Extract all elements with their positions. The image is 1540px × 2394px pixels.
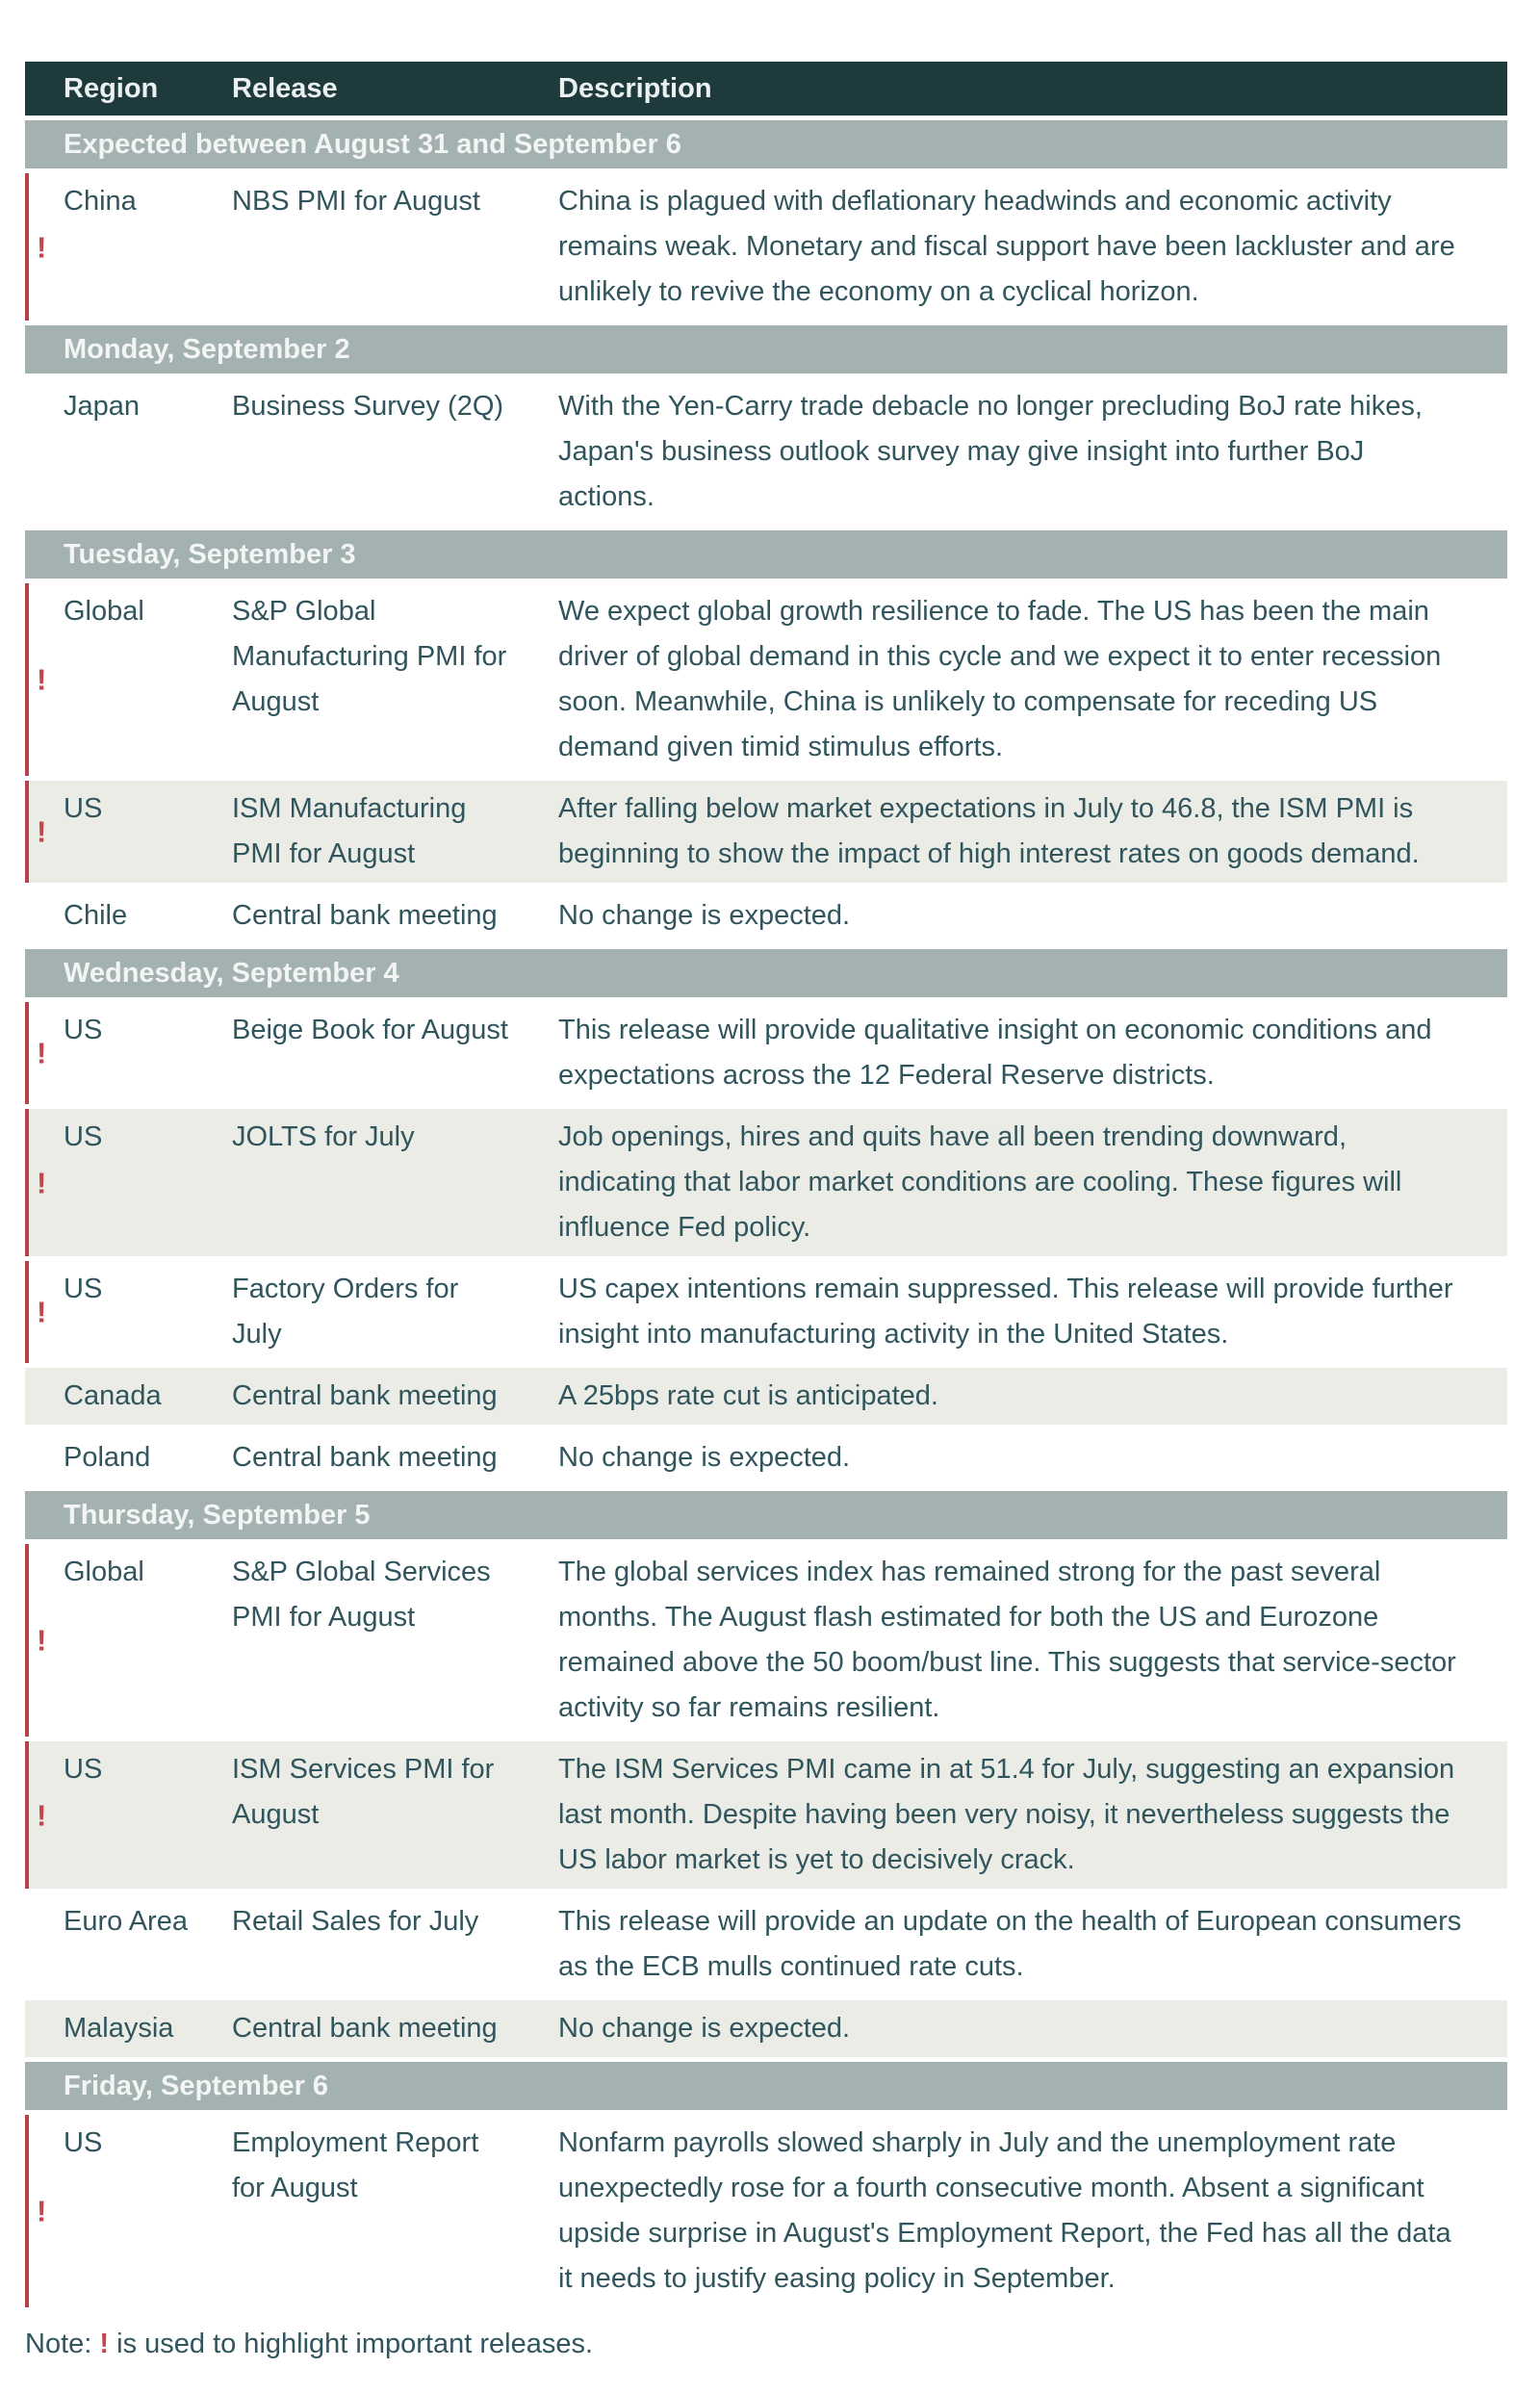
region-cell: US: [64, 1274, 103, 1304]
calendar-row: [25, 1741, 1507, 1889]
calendar-row: [25, 173, 1507, 321]
region-cell: US: [64, 2127, 103, 2158]
description-cell: This release will provide an update on the health of European consumers as the ECB mulls continued rate cuts.: [558, 1906, 1462, 1982]
region-cell: Canada: [64, 1380, 162, 1411]
region-cell: Global: [64, 1557, 144, 1587]
footnote-text: is used to highlight important releases.: [116, 2329, 594, 2359]
region-cell: Chile: [64, 900, 128, 931]
release-cell: NBS PMI for August: [232, 186, 480, 217]
release-cell: Employment Report for August: [232, 2127, 479, 2203]
important-marker-icon: !: [37, 2194, 47, 2228]
description-cell: After falling below market expectations in July to 46.8, the ISM PMI is beginning to show the impact of high interest rates on goods demand.: [558, 793, 1420, 869]
calendar-row: [25, 1544, 1507, 1737]
region-cell: US: [64, 1015, 103, 1045]
release-cell: ISM Services PMI for August: [232, 1754, 495, 1830]
description-cell: Job openings, hires and quits have all been trending downward, indicating that labor market conditions are cooling. These figures will influence Fed policy.: [558, 1121, 1402, 1243]
release-cell: Central bank meeting: [232, 1380, 498, 1411]
important-marker-icon: !: [37, 1166, 47, 1199]
column-header-description: Description: [558, 72, 712, 104]
economic-calendar-table: [25, 62, 1507, 2307]
description-cell: We expect global growth resilience to fade. The US has been the main driver of global demand in this cycle and we expect it to enter recession soon. Meanwhile, China is unlikely to compensate for receding US demand given timid stimulus efforts.: [558, 596, 1442, 762]
release-cell: ISM Manufacturing PMI for August: [232, 793, 467, 869]
important-marker-icon: !: [37, 814, 47, 849]
calendar-row: [25, 1109, 1507, 1256]
column-header-region: Region: [64, 72, 159, 104]
important-marker-icon: !: [37, 1623, 47, 1658]
calendar-row: [25, 1368, 1507, 1425]
calendar-row: [25, 583, 1507, 776]
release-cell: JOLTS for July: [232, 1121, 415, 1152]
important-marker-icon: !: [37, 662, 47, 697]
section-header-label: Thursday, September 5: [64, 1499, 371, 1531]
region-cell: US: [64, 1121, 103, 1152]
calendar-row: [25, 888, 1507, 944]
description-cell: No change is expected.: [558, 1442, 851, 1473]
calendar-row: [25, 781, 1507, 883]
important-marker-icon: !: [37, 230, 47, 264]
region-cell: Japan: [64, 391, 141, 422]
calendar-row: [25, 378, 1507, 526]
section-header: [25, 2062, 1507, 2110]
release-cell: S&P Global Services PMI for August: [232, 1557, 491, 1633]
calendar-row: [25, 1893, 1507, 1995]
table-header-row: [25, 62, 1507, 116]
section-header: [25, 1491, 1507, 1539]
release-cell: Retail Sales for July: [232, 1906, 479, 1937]
region-cell: Global: [64, 596, 144, 627]
section-header-label: Expected between August 31 and September 6: [64, 128, 681, 160]
section-header-label: Tuesday, September 3: [64, 538, 356, 570]
release-cell: Factory Orders for July: [232, 1274, 459, 1350]
region-cell: Poland: [64, 1442, 151, 1473]
release-cell: Central bank meeting: [232, 1442, 498, 1473]
release-cell: Central bank meeting: [232, 900, 498, 931]
footnote-prefix: Note:: [25, 2329, 92, 2359]
section-header: [25, 949, 1507, 997]
description-cell: With the Yen-Carry trade debacle no longer precluding BoJ rate hikes, Japan's business outlook survey may give insight into further BoJ actions.: [558, 391, 1423, 512]
table-body: [25, 120, 1507, 2307]
description-cell: The global services index has remained strong for the past several months. The August flash estimated for both the US and Eurozone remained above the 50 boom/bust line. This suggests that service-sector activity so far remains resilient.: [558, 1557, 1456, 1723]
column-header-release: Release: [232, 72, 338, 104]
calendar-row: [25, 1429, 1507, 1486]
release-cell: Beige Book for August: [232, 1015, 508, 1045]
description-cell: The ISM Services PMI came in at 51.4 for July, suggesting an expansion last month. Despite having been very noisy, it nevertheless suggests the US labor market is yet to decisively crack.: [558, 1754, 1455, 1875]
footnote: [25, 2325, 1507, 2363]
section-header-label: Wednesday, September 4: [64, 957, 399, 989]
section-header: [25, 530, 1507, 579]
section-header: [25, 325, 1507, 373]
calendar-row: [25, 1002, 1507, 1104]
region-cell: Euro Area: [64, 1906, 188, 1937]
description-cell: No change is expected.: [558, 2013, 851, 2044]
release-cell: Business Survey (2Q): [232, 391, 504, 422]
important-marker-icon: !: [37, 1036, 47, 1070]
description-cell: Nonfarm payrolls slowed sharply in July and the unemployment rate unexpectedly rose for a fourth consecutive month. Absent a significant upside surprise in August's Employment Report, the Fed has all the data it needs to justify easing policy in September.: [558, 2127, 1451, 2294]
footnote-important-marker-icon: !: [99, 2329, 110, 2359]
release-cell: Central bank meeting: [232, 2013, 498, 2044]
description-cell: This release will provide qualitative insight on economic conditions and expectations across the 12 Federal Reserve districts.: [558, 1015, 1432, 1091]
region-cell: US: [64, 793, 103, 824]
calendar-row: [25, 2000, 1507, 2057]
description-cell: China is plagued with deflationary headwinds and economic activity remains weak. Monetary and fiscal support have been lackluster and are unlikely to revive the economy on a cyclical horizon.: [558, 186, 1455, 307]
calendar-row: [25, 1261, 1507, 1363]
release-cell: S&P Global Manufacturing PMI for August: [232, 596, 507, 717]
important-marker-icon: !: [37, 1798, 47, 1832]
description-cell: US capex intentions remain suppressed. This release will provide further insight into manufacturing activity in the United States.: [558, 1274, 1453, 1350]
region-cell: China: [64, 186, 137, 217]
description-cell: A 25bps rate cut is anticipated.: [558, 1380, 938, 1411]
section-header-label: Monday, September 2: [64, 333, 350, 365]
section-header-label: Friday, September 6: [64, 2070, 329, 2101]
region-cell: Malaysia: [64, 2013, 174, 2044]
region-cell: US: [64, 1754, 103, 1785]
section-header: [25, 120, 1507, 168]
description-cell: No change is expected.: [558, 900, 851, 931]
important-marker-icon: !: [37, 1295, 47, 1329]
calendar-row: [25, 2115, 1507, 2307]
